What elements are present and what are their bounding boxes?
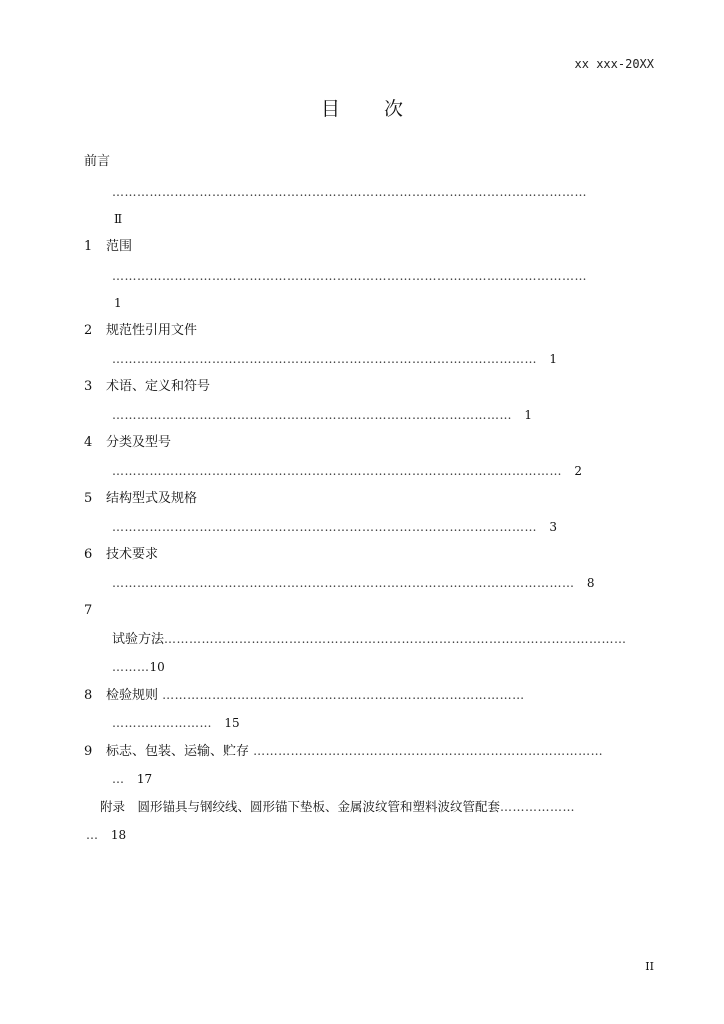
toc-entry-title: 结构型式及规格 bbox=[106, 491, 198, 506]
toc-entry-4[interactable] bbox=[84, 434, 171, 452]
toc-entry-title: 术语、定义和符号 bbox=[106, 379, 211, 394]
toc-entry-2[interactable] bbox=[84, 322, 197, 340]
toc-entry-number: 3 bbox=[84, 379, 93, 394]
toc-entry-9-page: 17 bbox=[136, 772, 153, 786]
toc-entry-2-page: 1 bbox=[549, 352, 558, 366]
toc-entry-8-page: 15 bbox=[224, 716, 240, 730]
toc-entry-number: 5 bbox=[84, 491, 93, 506]
standard-code: xx xxx-20XX bbox=[574, 57, 654, 71]
toc-entry-title: 范围 bbox=[106, 239, 133, 254]
toc-entry-7-number: 7 bbox=[84, 603, 93, 618]
toc-entry-7-page: 10 bbox=[149, 660, 165, 674]
toc-entry-6-dots: ………………………………………………………………………………………………… 8 bbox=[112, 576, 595, 590]
toc-entry-4-page: 2 bbox=[574, 464, 583, 478]
toc-title: 目次 bbox=[320, 98, 447, 120]
toc-entry-2-dots: ………………………………………………………………………………………… 1 bbox=[112, 352, 558, 366]
toc-entry-5-page: 3 bbox=[549, 520, 558, 534]
toc-entry-3[interactable] bbox=[84, 378, 210, 396]
toc-entry-foreword-page: Ⅱ bbox=[114, 212, 123, 226]
toc-entry-title: 标志、包装、运输、贮存 bbox=[106, 744, 250, 759]
toc-entry-title: 附录 圆形锚具与钢绞线、圆形锚下垫板、金属波纹管和塑料波纹管配套 bbox=[100, 799, 501, 814]
toc-entry-title: 检验规则 bbox=[106, 688, 159, 703]
toc-entry-9[interactable]: 9 标志、包装、运输、贮存 ………………………………………………………………………… bbox=[84, 744, 604, 759]
toc-entry-7[interactable]: 试验方法………………………………………………………………………………………………… bbox=[112, 632, 627, 647]
toc-entry-4-dots: ……………………………………………………………………………………………… 2 bbox=[112, 464, 583, 478]
toc-entry-number: 6 bbox=[84, 547, 93, 562]
footer-page-number: II bbox=[645, 960, 654, 973]
toc-entry-6[interactable] bbox=[84, 546, 158, 564]
toc-entry-number: 4 bbox=[84, 435, 93, 450]
toc-entry-number: 8 bbox=[84, 688, 93, 703]
toc-entry-1[interactable] bbox=[84, 238, 132, 256]
toc-entry-5[interactable] bbox=[84, 490, 197, 508]
toc-entry-7-cont: ………10 bbox=[112, 660, 165, 674]
toc-entry-number: 9 bbox=[84, 744, 93, 759]
toc-entry-title: 试验方法 bbox=[112, 632, 165, 647]
toc-entry-6-page: 8 bbox=[586, 576, 595, 590]
toc-entry-5-dots: ………………………………………………………………………………………… 3 bbox=[112, 520, 558, 534]
toc-entry-9-cont: … 17 bbox=[112, 772, 153, 786]
toc-entry-number: 1 bbox=[84, 239, 93, 254]
toc-entry-1-page: 1 bbox=[114, 296, 122, 310]
toc-entry-appendix-page: 18 bbox=[110, 828, 127, 842]
toc-entry-foreword-title[interactable]: 前言 bbox=[84, 154, 111, 169]
toc-entry-title: 技术要求 bbox=[106, 547, 159, 562]
toc-entry-foreword-dots: …………………………………………………………………………………………………… bbox=[112, 185, 587, 199]
toc-entry-8-cont: …………………… 15 bbox=[112, 716, 240, 730]
toc-entry-3-page: 1 bbox=[524, 408, 533, 422]
toc-entry-number: 2 bbox=[84, 323, 93, 338]
toc-entry-title: 规范性引用文件 bbox=[106, 323, 198, 338]
toc-entry-8[interactable]: 8 检验规则 …………………………………………………………………………… bbox=[84, 688, 525, 703]
toc-entry-appendix[interactable]: 附录 圆形锚具与钢绞线、圆形锚下垫板、金属波纹管和塑料波纹管配套……………… bbox=[100, 799, 576, 814]
toc-entry-title: 分类及型号 bbox=[106, 435, 172, 450]
toc-entry-3-dots: …………………………………………………………………………………… 1 bbox=[112, 408, 533, 422]
toc-entry-appendix-cont: … 18 bbox=[86, 828, 127, 842]
toc-entry-1-dots: …………………………………………………………………………………………………… bbox=[112, 269, 587, 283]
